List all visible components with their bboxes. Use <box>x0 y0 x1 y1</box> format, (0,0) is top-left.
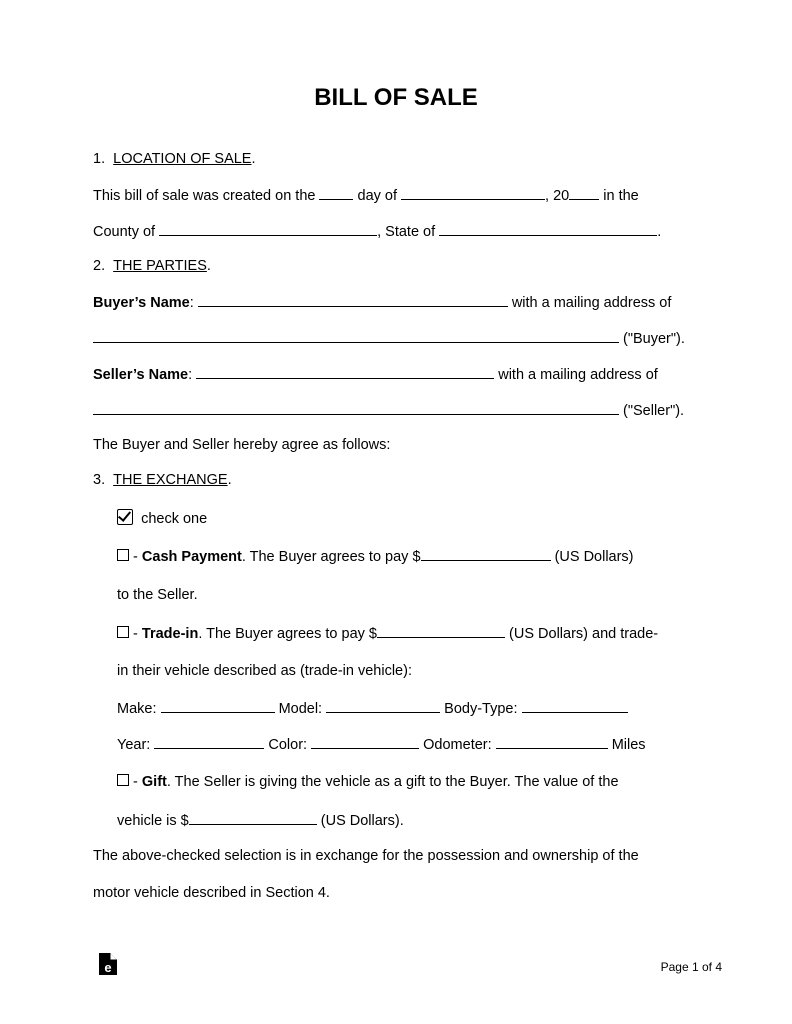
text: , 20 <box>545 188 570 204</box>
buyer-address-line <box>93 329 685 348</box>
text: This bill of sale was created on the <box>93 188 316 204</box>
text: day of <box>357 188 398 204</box>
svg-text:e: e <box>104 960 112 975</box>
text: with a mailing address of <box>511 295 672 311</box>
buyer-address-field[interactable] <box>93 329 619 343</box>
agreement-line: The Buyer and Seller hereby agree as follows: <box>93 437 391 453</box>
gift-checkbox[interactable] <box>117 774 129 786</box>
document-title: BILL OF SALE <box>314 84 478 111</box>
year-field[interactable] <box>154 735 264 749</box>
text: County of <box>93 224 156 240</box>
cash-amount-field[interactable] <box>421 547 551 561</box>
text: Color: <box>268 737 308 753</box>
text: Year: <box>117 737 151 753</box>
year-field[interactable] <box>569 186 599 200</box>
text: , State of <box>377 224 436 240</box>
text: . The Buyer agrees to pay $ <box>241 549 421 565</box>
cash-payment-line-2: to the Seller. <box>117 587 198 603</box>
check-one-line <box>117 509 207 528</box>
section-number: 2. <box>93 258 106 274</box>
text: - <box>133 549 138 565</box>
trade-amount-field[interactable] <box>377 624 505 638</box>
buyer-name-field[interactable] <box>198 293 508 307</box>
eforms-logo-icon <box>98 952 118 976</box>
month-field[interactable] <box>401 186 545 200</box>
cash-payment-label: Cash Payment <box>141 549 242 565</box>
section-3-heading <box>93 471 232 489</box>
text: . <box>657 224 662 240</box>
seller-address-line <box>93 401 684 420</box>
buyer-label: Buyer’s Name <box>93 295 190 311</box>
text: in the <box>603 188 639 204</box>
trade-in-line <box>117 624 658 643</box>
text: vehicle is $ <box>117 813 189 829</box>
gift-line-2 <box>117 811 404 830</box>
trade-in-line-2: in their vehicle described as (trade-in vehicle): <box>117 663 412 679</box>
section-title: LOCATION OF SALE <box>113 151 252 167</box>
seller-name-field[interactable] <box>196 365 494 379</box>
gift-label: Gift <box>141 774 167 790</box>
checked-checkbox-icon <box>117 509 133 525</box>
punctuation: . <box>251 151 256 167</box>
page-number: Page 1 of 4 <box>660 960 722 974</box>
exchange-summary-line-2: motor vehicle described in Section 4. <box>93 885 330 901</box>
creation-date-line <box>93 186 639 205</box>
cash-payment-checkbox[interactable] <box>117 549 129 561</box>
text: - <box>133 626 138 642</box>
county-field[interactable] <box>159 222 377 236</box>
exchange-summary-line-1: The above-checked selection is in exchange for the possession and ownership of the <box>93 848 639 864</box>
text: ("Buyer"). <box>623 331 685 347</box>
make-field[interactable] <box>161 699 275 713</box>
section-2-heading <box>93 257 211 275</box>
text: . The Buyer agrees to pay $ <box>198 626 377 642</box>
text: with a mailing address of <box>498 367 658 383</box>
text: ("Seller"). <box>623 403 685 419</box>
text: Odometer: <box>423 737 492 753</box>
text: (US Dollars). <box>320 813 404 829</box>
text: Body-Type: <box>444 701 518 717</box>
state-field[interactable] <box>439 222 657 236</box>
odometer-field[interactable] <box>496 735 608 749</box>
trade-in-checkbox[interactable] <box>117 626 129 638</box>
gift-value-field[interactable] <box>189 811 317 825</box>
gift-line <box>117 773 619 791</box>
body-type-field[interactable] <box>522 699 628 713</box>
day-field[interactable] <box>319 186 353 200</box>
text: check one <box>141 511 208 527</box>
seller-label: Seller’s Name <box>93 367 189 383</box>
text: Model: <box>278 701 323 717</box>
section-title: THE PARTIES <box>113 258 207 274</box>
seller-address-field[interactable] <box>93 401 619 415</box>
model-field[interactable] <box>326 699 440 713</box>
text: (US Dollars) and trade- <box>509 626 659 642</box>
punctuation: . <box>206 258 211 274</box>
text: : <box>189 295 194 311</box>
county-state-line <box>93 222 661 241</box>
buyer-name-line <box>93 293 671 312</box>
color-field[interactable] <box>311 735 419 749</box>
year-color-line <box>117 735 646 754</box>
text: - <box>133 774 138 790</box>
text: Miles <box>611 737 646 753</box>
cash-payment-line <box>117 547 634 566</box>
text: Make: <box>117 701 157 717</box>
punctuation: . <box>227 472 232 488</box>
trade-in-label: Trade-in <box>141 626 199 642</box>
make-model-line <box>117 699 628 718</box>
seller-name-line <box>93 365 658 384</box>
text: (US Dollars) <box>554 549 634 565</box>
section-title: THE EXCHANGE <box>113 472 228 488</box>
text: . The Seller is giving the vehicle as a gift to the Buyer. The value of the <box>166 774 619 790</box>
text: : <box>188 367 193 383</box>
section-number: 3. <box>93 472 106 488</box>
section-number: 1. <box>93 151 106 167</box>
section-1-heading <box>93 150 256 168</box>
